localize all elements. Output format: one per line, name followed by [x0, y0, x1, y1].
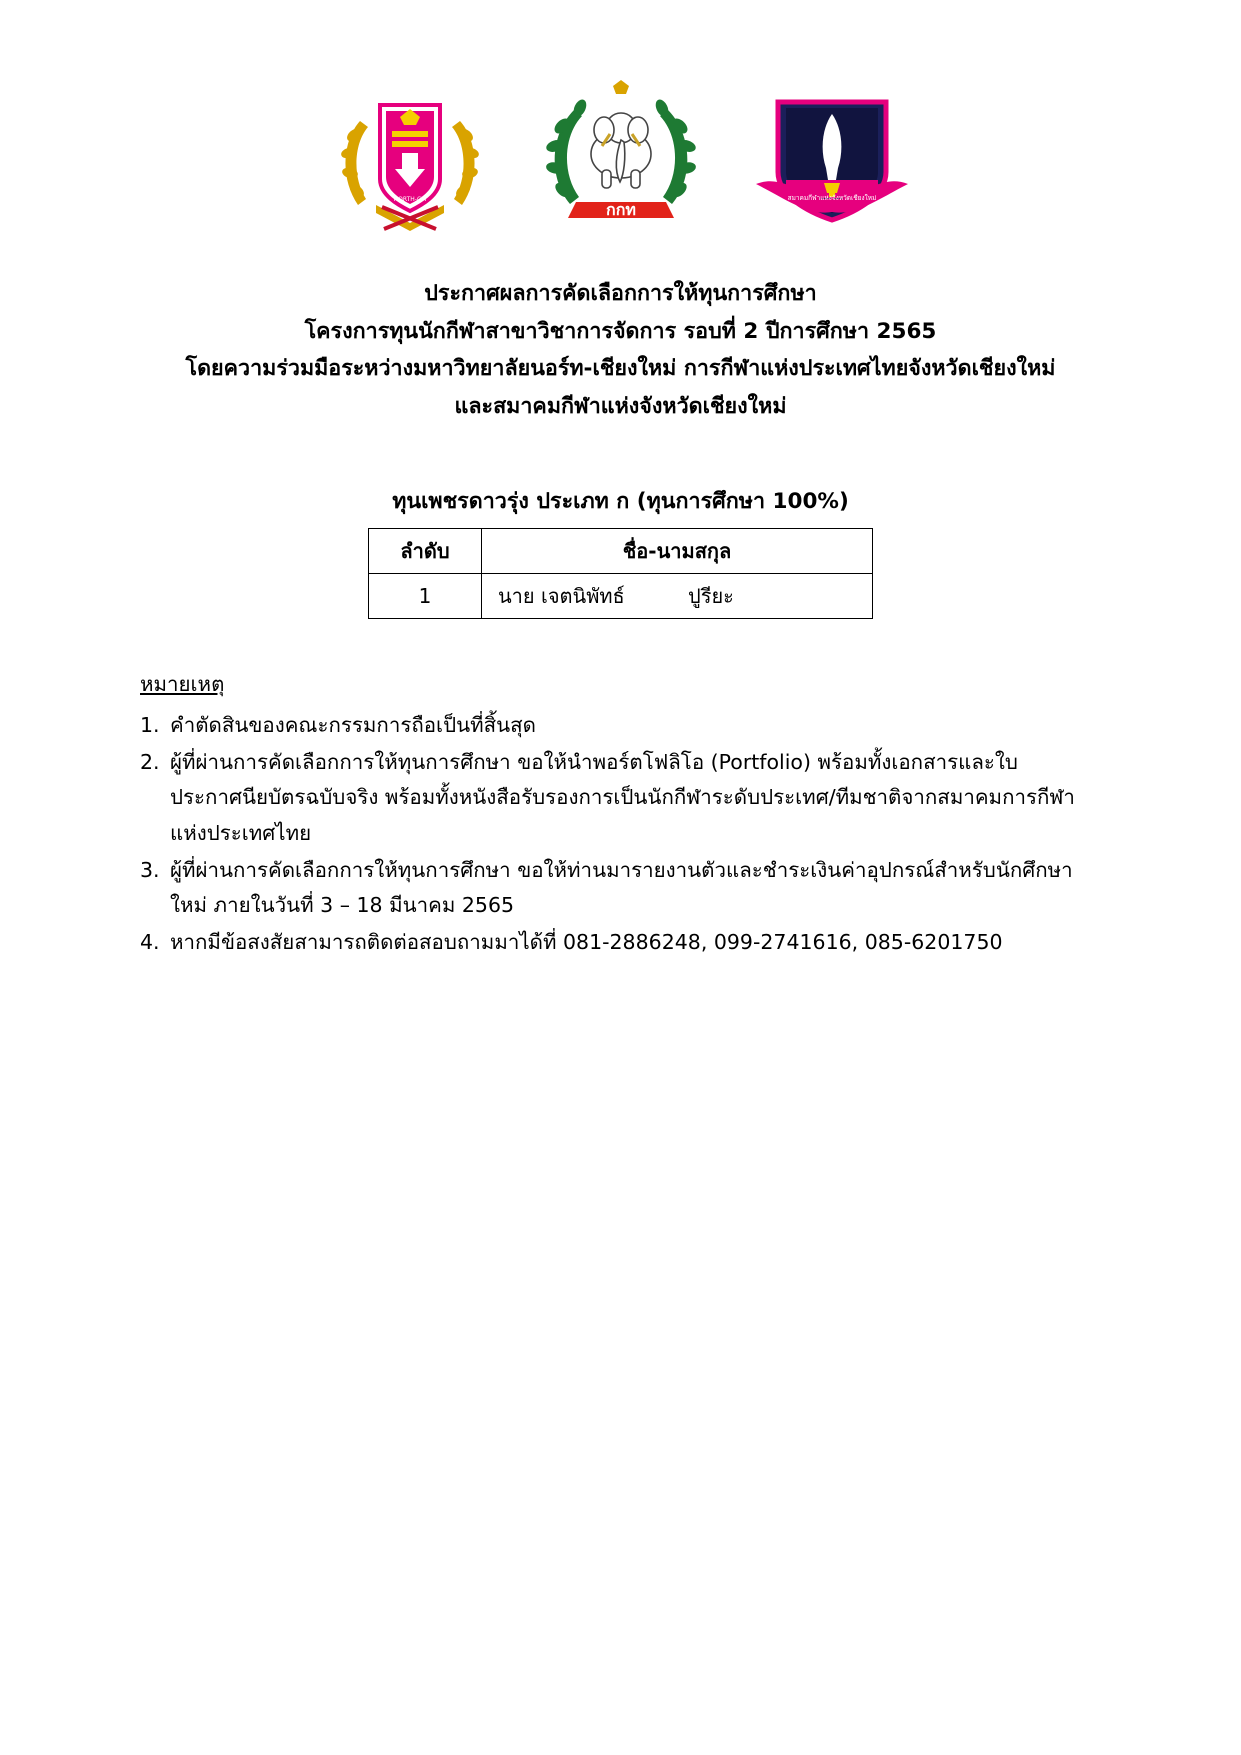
- cell-name-prefix: นาย เจตนิพัทธ์: [498, 583, 625, 608]
- note-number: 2.: [140, 750, 160, 774]
- note-text: คำตัดสินของคณะกรรมการถือเป็นที่สิ้นสุด: [170, 712, 536, 737]
- title-line-2: โครงการทุนนักกีฬาสาขาวิชาการจัดการ รอบที่ 2 ปีการศึกษา 2565: [304, 318, 937, 344]
- note-item: [140, 708, 1101, 743]
- title-line-1: ประกาศผลการคัดเลือกการให้ทุนการศึกษา: [424, 281, 817, 306]
- title-line-4: และสมาคมกีฬาแห่งจังหวัดเชียงใหม่: [454, 393, 787, 419]
- title-line-3: โดยความร่วมมือระหว่างมหาวิทยาลัยนอร์ท-เชียงใหม่ การกีฬาแห่งประเทศไทยจังหวัดเชียงใหม่: [185, 356, 1056, 382]
- column-header-name: ชื่อ-นามสกุล: [482, 528, 873, 573]
- document-title: [140, 275, 1101, 426]
- cell-name-surname: ปูรียะ: [688, 583, 734, 608]
- note-item: [140, 925, 1101, 960]
- name-cell-wrapper: [492, 580, 862, 612]
- note-text: ผู้ที่ผ่านการคัดเลือกการให้ทุนการศึกษา ขอให้นำพอร์ตโฟลิโอ (Portfolio) พร้อมทั้งเอกสารและใบประกาศนียบัตรฉบับจริง พร้อมทั้งหนังสือรับรองการเป็นนักกีฬาระดับประเทศ/ทีมชาติจากสมาคมการกีฬาแห่งประเทศไทย: [170, 750, 1075, 845]
- note-number: 1.: [140, 712, 160, 737]
- svg-text:สมาคมกีฬาแห่งจังหวัดเชียงใหม่: สมาคมกีฬาแห่งจังหวัดเชียงใหม่: [787, 194, 876, 202]
- cell-no: 1: [369, 573, 482, 618]
- note-number: 4.: [140, 930, 160, 955]
- sports-authority-of-thailand-logo: [536, 78, 706, 233]
- logo-row: [140, 78, 1101, 233]
- scholarship-type-heading: ทุนเพชรดาวรุ่ง ประเภท ก (ทุนการศึกษา 100%): [392, 488, 849, 514]
- note-text: ผู้ที่ผ่านการคัดเลือกการให้ทุนการศึกษา ขอให้ท่านมารายงานตัวและชำระเงินค่าอุปกรณ์สำหรับนักศึกษาใหม่ ภายในวันที่ 3 – 18 มีนาคม 2565: [170, 857, 1073, 917]
- table-header-row: [369, 528, 873, 573]
- svg-text:กกท: กกท: [605, 200, 636, 219]
- chiangmai-sports-association-logo: [752, 88, 912, 233]
- note-item: [140, 853, 1101, 924]
- note-number: 3.: [140, 857, 160, 882]
- note-item: [140, 745, 1101, 851]
- column-header-no: ลำดับ: [369, 528, 482, 573]
- svg-text:NORTH-CM: NORTH-CM: [393, 196, 426, 203]
- notes-label: หมายเหตุ: [140, 671, 225, 696]
- table-row: [369, 573, 873, 618]
- results-table: [368, 528, 873, 619]
- notes-section: [140, 667, 1101, 961]
- north-chiangmai-university-logo: [330, 83, 490, 233]
- note-text: หากมีข้อสงสัยสามารถติดต่อสอบถามมาได้ที่ 081-2886248, 099-2741616, 085-6201750: [170, 930, 1003, 955]
- cell-name: [482, 573, 873, 618]
